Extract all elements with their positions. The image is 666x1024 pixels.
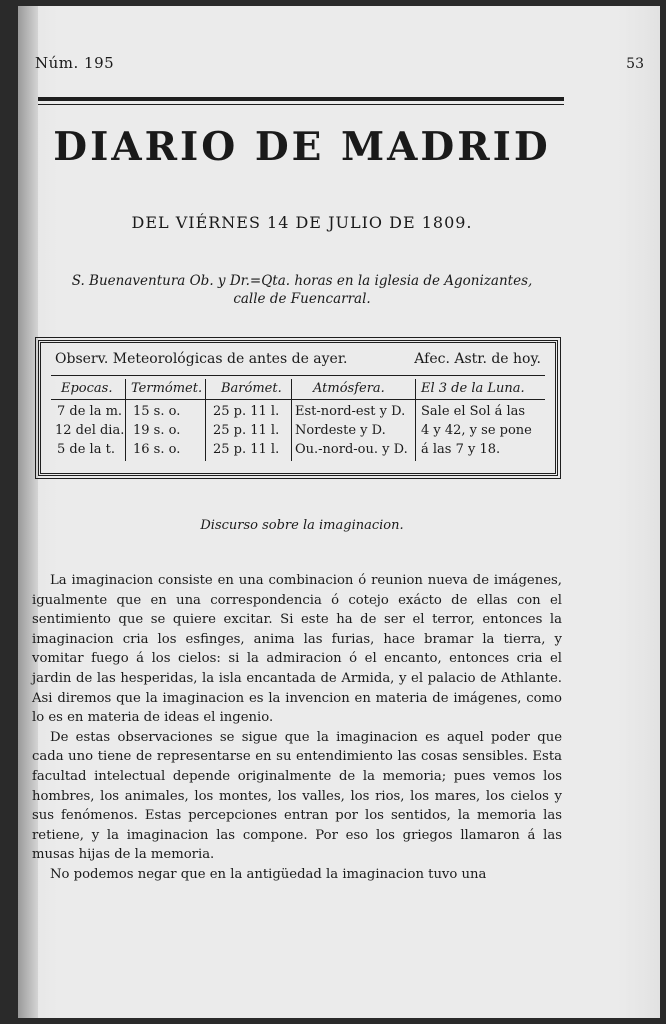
column-divider: [205, 379, 206, 461]
saint-line-2: calle de Fuencarral.: [233, 291, 371, 307]
header-rule-thick: [38, 97, 564, 101]
weather-table: [38, 340, 558, 476]
paragraph: La imaginacion consiste en una combinacion ó reunion nueva de imágenes, igualmente que en una correspondencia ó cotejo exácto de ellas con el sentimiento que se quiere excitar. Si este ha de ser el terror, entonces la imaginacion cria los esfinges, anima las furias, hace bramar la tierra, y vomitar fuego á los cielos: si la admiracion ó el encanto, entonces cria el jardin de las hesperidas, la isla encantada de Armida, y el palacio de Athlante. Asi diremos que la imaginacion es la invencion en materia de imágenes, como lo es en materia de ideas el ingenio.: [32, 573, 562, 726]
table-rule-top: [51, 375, 545, 376]
column-header-barometro: Barómet.: [221, 381, 282, 396]
weather-right-heading: Afec. Astr. de hoy.: [414, 351, 541, 367]
article-title: Discurso sobre la imaginacion.: [200, 518, 404, 533]
astro-line-3: á las 7 y 18.: [421, 442, 501, 457]
row-2-atmosfera: Nordeste y D.: [295, 423, 386, 438]
row-1-atmosfera: Est-nord-est y D.: [295, 404, 406, 419]
column-header-termometro: Termómet.: [131, 381, 203, 396]
paragraph: De estas observaciones se sigue que la imaginacion es aquel poder que cada uno tiene de representarse en su entendimiento las cosas sensibles. Esta facultad intelectual depende originalmente de la memoria; pues vemos los hombres, los animales, los montes, los valles, los rios, los mares, los cielos y sus fenómenos. Estas percepciones entran por los sentidos, la memoria las retiene, y la imaginacion las compone. Por eso los griegos llamaron á las musas hijas de la memoria.: [32, 729, 562, 863]
row-3-epoca: 5 de la t.: [57, 442, 115, 457]
row-3-atmosfera: Ou.-nord-ou. y D.: [295, 442, 408, 457]
column-divider: [415, 379, 416, 461]
column-divider: [291, 379, 292, 461]
masthead-title: DIARIO DE MADRID: [53, 124, 551, 170]
column-header-luna: El 3 de la Luna.: [421, 381, 525, 396]
row-2-barometro: 25 p. 11 l.: [213, 423, 280, 438]
row-2-termometro: 19 s. o.: [133, 423, 181, 438]
saint-of-day: [36, 272, 568, 308]
column-divider: [125, 379, 126, 461]
newspaper-page: [18, 6, 660, 1018]
astro-line-2: 4 y 42, y se pone: [421, 423, 532, 438]
saint-line-1: S. Buenaventura Ob. y Dr.=Qta. horas en la iglesia de Agonizantes,: [71, 273, 533, 289]
astro-line-1: Sale el Sol á las: [421, 404, 526, 419]
weather-left-heading: Observ. Meteorológicas de antes de ayer.: [55, 351, 348, 367]
row-3-barometro: 25 p. 11 l.: [213, 442, 280, 457]
article-body: [32, 571, 562, 885]
dateline: DEL VIÉRNES 14 DE JULIO DE 1809.: [131, 213, 473, 232]
issue-number: Núm. 195: [35, 54, 115, 72]
paragraph: No podemos negar que en la antigüedad la imaginacion tuvo una: [50, 866, 487, 882]
row-1-barometro: 25 p. 11 l.: [213, 404, 280, 419]
header-rule-thin: [38, 104, 564, 105]
row-1-termometro: 15 s. o.: [133, 404, 181, 419]
column-header-epocas: Epocas.: [61, 381, 113, 396]
row-3-termometro: 16 s. o.: [133, 442, 181, 457]
row-1-epoca: 7 de la m.: [57, 404, 123, 419]
column-header-atmosfera: Atmósfera.: [313, 381, 385, 396]
row-2-epoca: 12 del dia.: [55, 423, 125, 438]
page-number: 53: [626, 56, 644, 72]
